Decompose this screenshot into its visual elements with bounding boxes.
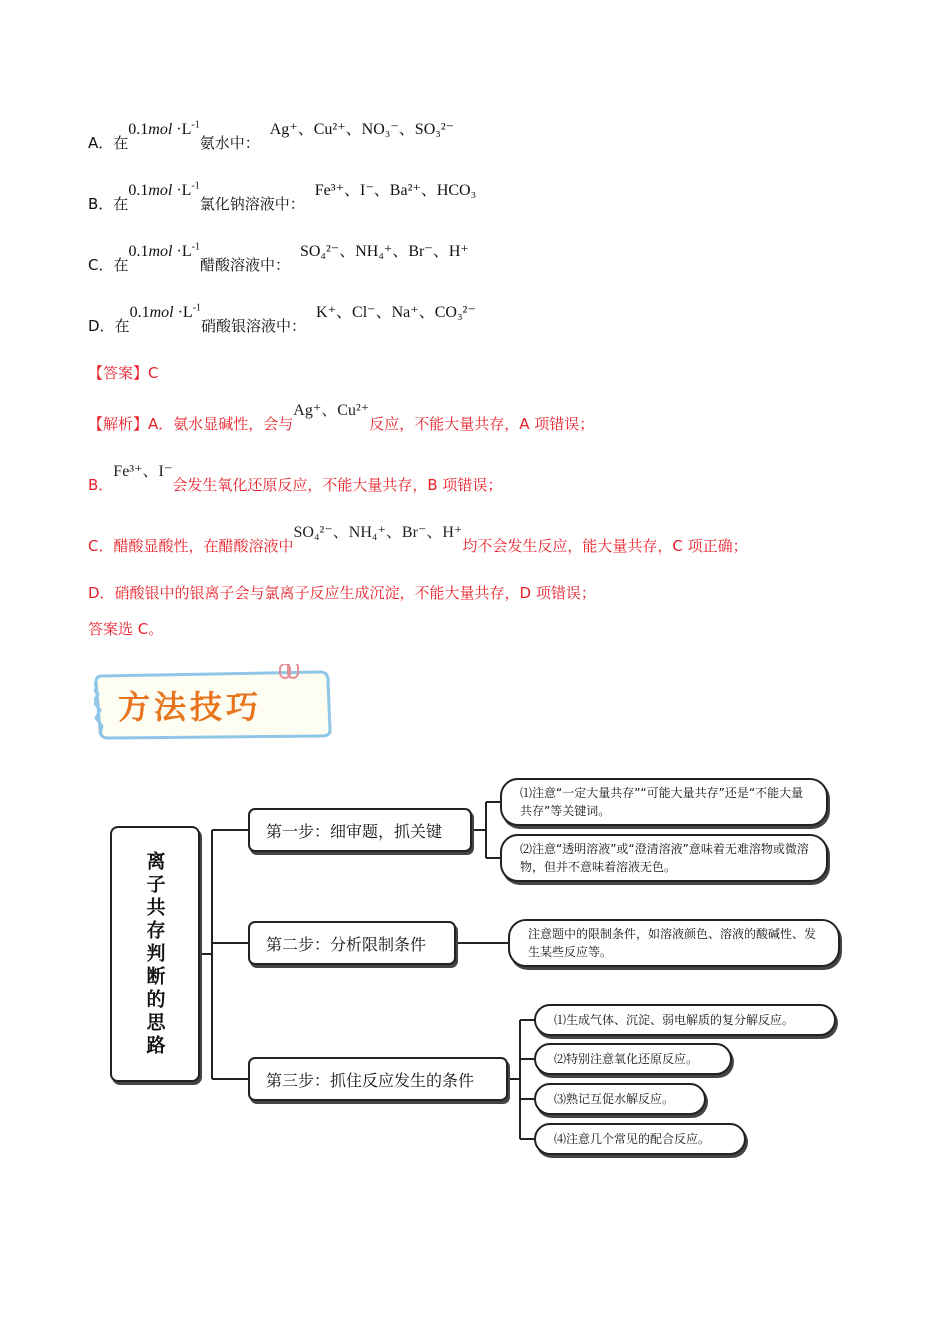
step-1-detail bbox=[500, 834, 828, 882]
mindmap-root bbox=[110, 826, 200, 1082]
section-title: 方法技巧 bbox=[118, 688, 263, 726]
analysis-label: 【解析】 bbox=[88, 415, 149, 433]
step-label: 第二步：分析限制条件 bbox=[266, 934, 427, 954]
detail-text: ⑵注意“透明溶液”或“澄清溶液”意味着无难溶物或微溶物，但并不意味着溶液无色。 bbox=[520, 842, 809, 874]
ion-list: SO₄²⁻、NH₄⁺、Br⁻、H⁺ bbox=[299, 243, 469, 260]
analysis-text: 会发生氧化还原反应，不能大量共存，B 项错误； bbox=[172, 476, 503, 494]
step-label: 第一步：细审题，抓关键 bbox=[266, 821, 443, 841]
analysis-text: 均不会发生反应，能大量共存，C 项正确； bbox=[462, 537, 748, 555]
concentration: $0.1mol \cdot L^{-1}$ bbox=[128, 241, 200, 260]
step-3-detail bbox=[534, 1004, 836, 1036]
step-2 bbox=[248, 921, 456, 965]
option-letter: B． bbox=[88, 195, 114, 213]
root-label: 离子共存判断的思路 bbox=[143, 850, 166, 1058]
detail-text: 注意题中的限制条件，如溶液颜色、溶液的酸碱性、发生某些反应等。 bbox=[528, 927, 817, 959]
step-3-detail bbox=[534, 1043, 732, 1075]
ion-list: Fe³⁺、I⁻、Ba²⁺、HCO₃ bbox=[314, 182, 477, 199]
step-1-detail bbox=[500, 778, 828, 826]
step-3-detail bbox=[534, 1123, 746, 1155]
solvent: 硝酸银溶液中： bbox=[201, 317, 307, 335]
conclusion: 答案选 C。 bbox=[88, 620, 164, 638]
ion-list: SO₄²⁻、NH₄⁺、Br⁻、H⁺ bbox=[293, 524, 463, 541]
analysis-text: A．氨水显碱性，会与 bbox=[148, 415, 294, 433]
step-3 bbox=[248, 1057, 508, 1101]
analysis-d: D．硝酸银中的银离子会与氯离子反应生成沉淀，不能大量共存，D 项错误； bbox=[88, 584, 596, 602]
ion-list: Fe³⁺、I⁻ bbox=[113, 463, 173, 480]
option-pre: 在 bbox=[113, 256, 129, 274]
option-letter: A． bbox=[88, 134, 114, 152]
analysis-text: B． bbox=[88, 476, 114, 494]
step-2-detail bbox=[508, 919, 840, 967]
concentration: $0.1mol \cdot L^{-1}$ bbox=[128, 119, 200, 138]
detail-text: ⑵特别注意氧化还原反应。 bbox=[554, 1052, 699, 1066]
step-1 bbox=[248, 808, 472, 852]
detail-text: ⑴注意“一定大量共存”“可能大量共存”还是“不能大量共存”等关键词。 bbox=[520, 786, 804, 818]
detail-text: ⑴生成气体、沉淀、弱电解质的复分解反应。 bbox=[554, 1013, 795, 1027]
solvent: 氯化钠溶液中： bbox=[199, 195, 305, 213]
option-pre: 在 bbox=[113, 134, 129, 152]
ion-list: Ag⁺、Cu²⁺ bbox=[293, 402, 370, 419]
answer-label: 【答案】 bbox=[88, 364, 149, 382]
detail-text: ⑷注意几个常见的配合反应。 bbox=[554, 1132, 711, 1146]
step-label: 第三步：抓住反应发生的条件 bbox=[266, 1070, 475, 1090]
analysis-text: C．醋酸显酸性，在醋酸溶液中 bbox=[88, 537, 294, 555]
detail-text: ⑶熟记互促水解反应。 bbox=[554, 1092, 675, 1106]
analysis-text: 反应，不能大量共存，A 项错误； bbox=[369, 415, 595, 433]
option-pre: 在 bbox=[113, 195, 129, 213]
solvent: 氨水中： bbox=[199, 134, 260, 152]
option-letter: C． bbox=[88, 256, 114, 274]
answer-value: C bbox=[148, 364, 159, 382]
option-letter: D． bbox=[88, 317, 115, 335]
ion-list: K⁺、Cl⁻、Na⁺、CO₃²⁻ bbox=[316, 304, 476, 321]
step-3-detail bbox=[534, 1083, 706, 1115]
concentration: $0.1mol \cdot L^{-1}$ bbox=[129, 302, 202, 321]
ion-list: Ag⁺、Cu²⁺、NO₃⁻、SO₃²⁻ bbox=[269, 121, 455, 138]
solvent: 醋酸溶液中： bbox=[199, 256, 290, 274]
concentration: $0.1mol \cdot L^{-1}$ bbox=[128, 180, 200, 199]
option-pre: 在 bbox=[114, 317, 130, 335]
